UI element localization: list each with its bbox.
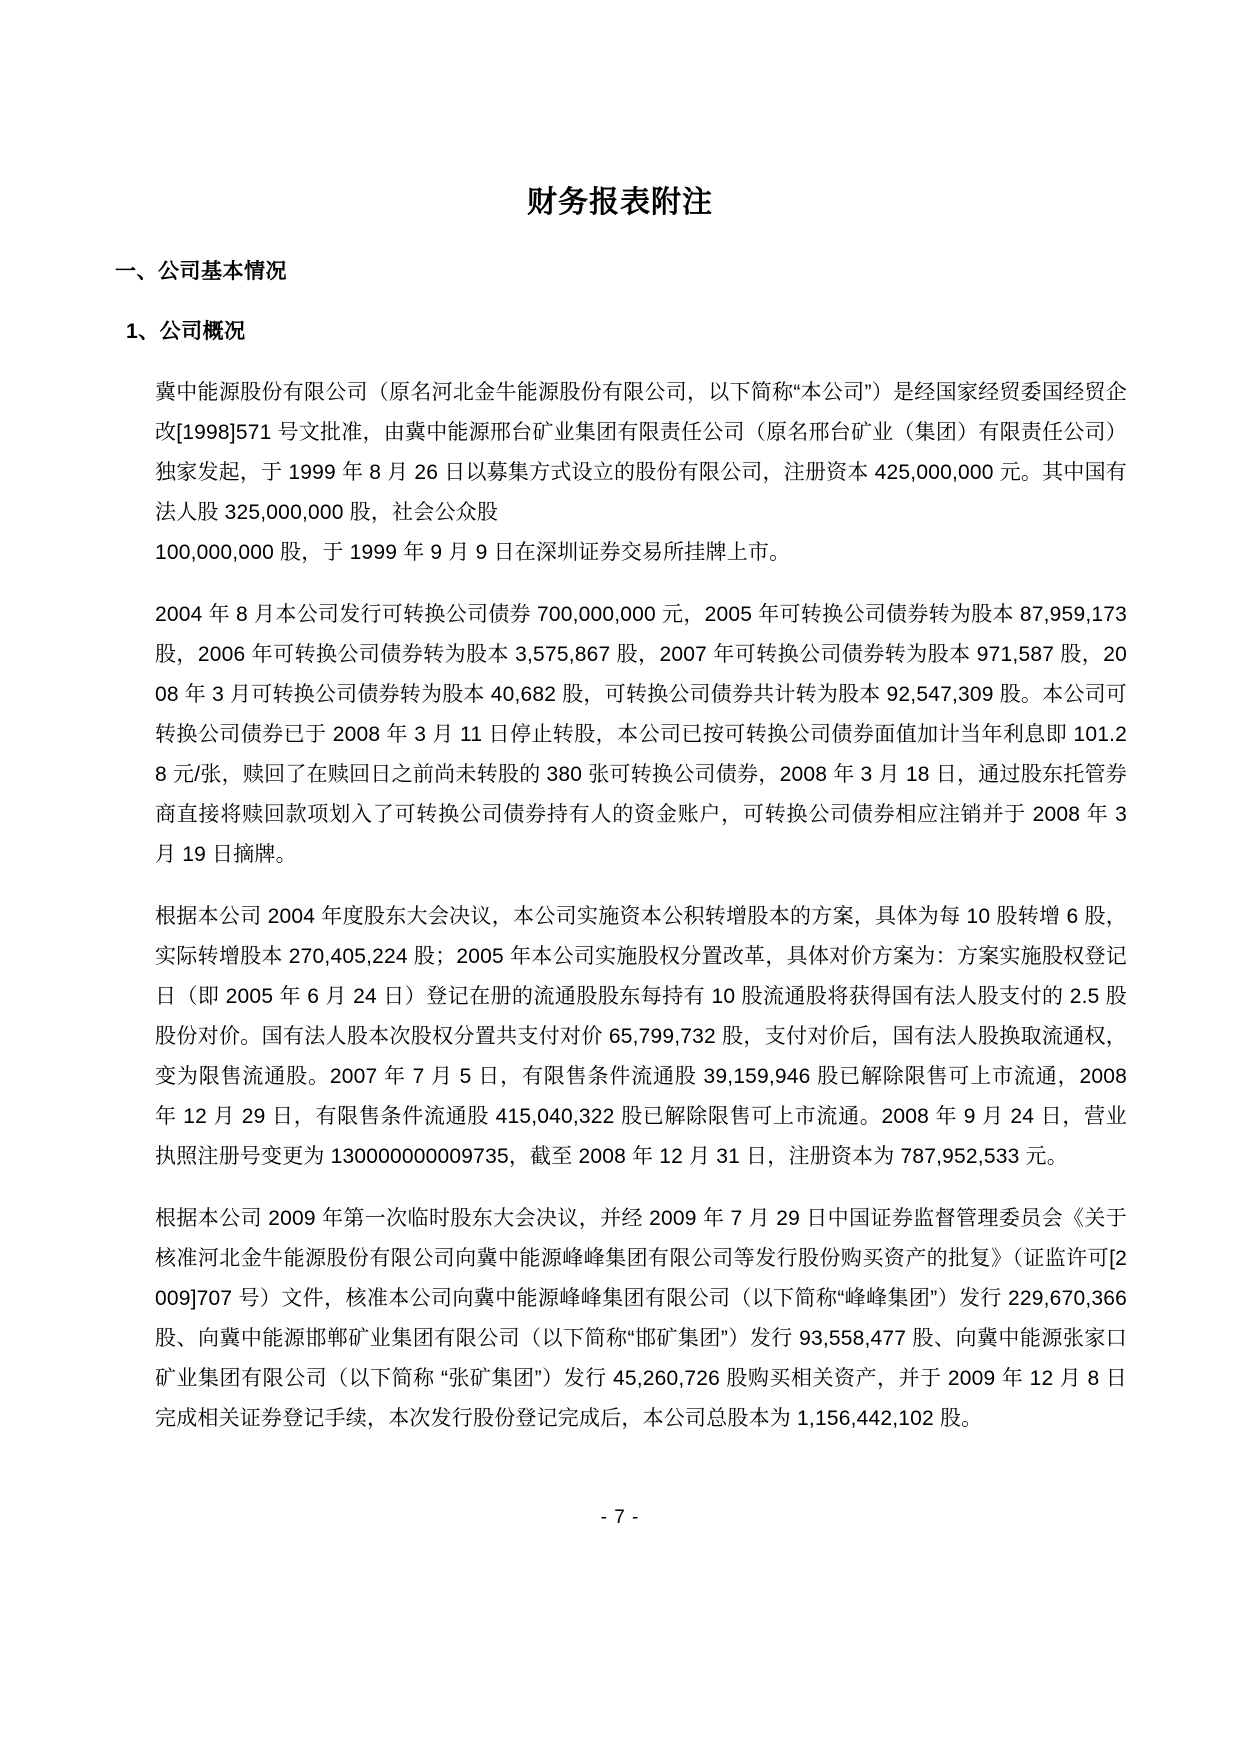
page-footer-number: - 7 - [600, 1507, 640, 1528]
section-heading-company-basic-info: 一、公司基本情况 [115, 260, 287, 283]
subsection-heading-company-overview: 1、公司概况 [126, 319, 246, 343]
paragraph-capital-reserve-and-share-reform: 根据本公司 2004 年度股东大会决议，本公司实施资本公积转增股本的方案，具体为每 10 股转增 6 股，实际转增股本 270,405,224 股；2005 年本公司实施股权分置改革，具体对价方案为：方案实施股权登记日（即 2005 年 6 月 24 日）登记在册的流通股股东每持有 10 股流通股将获得国有法人股支付的 2.5 股股份对价。国有法人股本次股权分置共支付对价 65,799,732 股，支付对价后，国有法人股换取流通权，变为限售流通股。2007 年 7 月 5 日，有限售条件流通股 39,159,946 股已解除限售可上市流通，2008 年 12 月 29 日，有限售条件流通股 415,040,322 股已解除限售可上市流通。2008 年 9 月 24 日，营业执照注册号变更为 130000000009735，截至 2008 年 12 月 31 日，注册资本为 787,952,533 元。 [155, 905, 1127, 1168]
paragraph-company-establishment: 冀中能源股份有限公司（原名河北金牛能源股份有限公司，以下简称“本公司”）是经国家经贸委国经贸企改[1998]571 号文批准，由冀中能源邢台矿业集团有限责任公司（原名邢台矿业（集团）有限责任公司）独家发起，于 1999 年 8 月 26 日以募集方式设立的股份有限公司，注册资本 425,000,000 元。其中国有法人股 325,000,000 股，社会公众股 [155, 381, 1127, 524]
page-title: 财务报表附注 [527, 186, 713, 219]
page-content [113, 0, 1127, 1439]
paragraph-convertible-bonds: 2004 年 8 月本公司发行可转换公司债券 700,000,000 元，2005 年可转换公司债券转为股本 87,959,173 股，2006 年可转换公司债券转为股本 3,575,867 股，2007 年可转换公司债券转为股本 971,587 股，2008 年 3 月可转换公司债券转为股本 40,682 股，可转换公司债券共计转为股本 92,547,309 股。本公司可转换公司债券已于 2008 年 3 月 11 日停止转股，本公司已按可转换公司债券面值加计当年利息即 101.28 元/张，赎回了在赎回日之前尚未转股的 380 张可转换公司债券，2008 年 3 月 18 日，通过股东托管券商直接将赎回款项划入了可转换公司债券持有人的资金账户，可转换公司债券相应注销并于 2008 年 3 月 19 日摘牌。 [155, 603, 1127, 866]
paragraph-2009-share-issuance: 根据本公司 2009 年第一次临时股东大会决议，并经 2009 年 7 月 29 日中国证券监督管理委员会《关于核准河北金牛能源股份有限公司向冀中能源峰峰集团有限公司等发行股份购买资产的批复》（证监许可[2009]707 号）文件，核准本公司向冀中能源峰峰集团有限公司（以下简称“峰峰集团”）发行 229,670,366 股、向冀中能源邯郸矿业集团有限公司（以下简称“邯矿集团”）发行 93,558,477 股、向冀中能源张家口矿业集团有限公司（以下简称 “张矿集团”）发行 45,260,726 股购买相关资产，并于 2009 年 12 月 8 日完成相关证券登记手续，本次发行股份登记完成后，本公司总股本为 1,156,442,102 股。 [155, 1207, 1127, 1430]
body-text-block [113, 347, 1127, 1439]
paragraph-company-establishment-continuation: 100,000,000 股，于 1999 年 9 月 9 日在深圳证券交易所挂牌上市。 [155, 541, 791, 564]
